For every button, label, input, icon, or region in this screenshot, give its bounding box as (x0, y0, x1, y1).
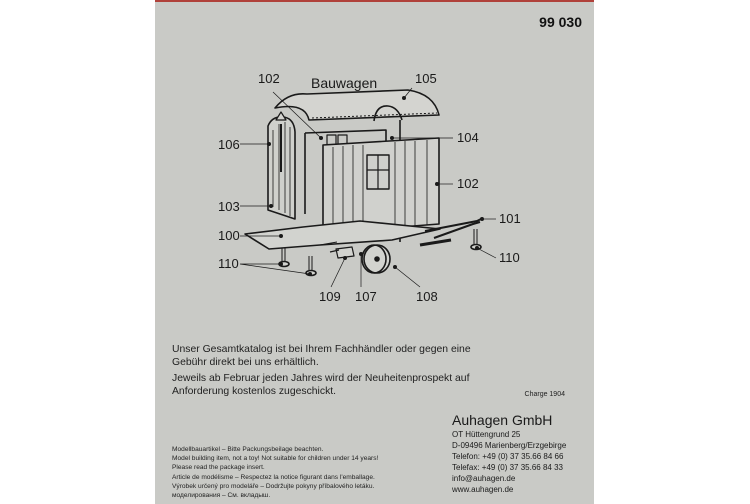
safety-note-de: Modellbauartikel – Bitte Packungsbeilage beachten. (172, 446, 324, 453)
callout-109-bracket: 109 (319, 289, 341, 304)
callout-108-wheel: 108 (416, 289, 438, 304)
callout-107-axle: 107 (355, 289, 377, 304)
article-number: 99 030 (539, 14, 582, 30)
catalog-info-paragraph (172, 343, 471, 369)
roof-part-icon (275, 90, 439, 120)
wheel-part-icon (362, 245, 390, 273)
callout-105-roof: 105 (415, 71, 437, 86)
new-products-info-paragraph (172, 372, 469, 398)
company-city: D-09496 Marienberg/Erzgebirge (452, 441, 567, 450)
callout-110-support-legs-left: 110 (218, 256, 239, 271)
company-address-block (452, 412, 566, 495)
safety-note-cz: Výrobek určený pro modeláře – Dodržujte pokyny příbalového letáku. (172, 482, 375, 490)
new-products-info-line: Anforderung kostenlos zugeschickt. (172, 386, 337, 397)
company-website: www.auhagen.de (452, 485, 514, 494)
drawing-title: Bauwagen (311, 75, 378, 91)
new-products-info-line: Jeweils ab Februar jeden Jahres wird der Neuheitenprospekt auf (172, 373, 470, 384)
company-street: OT Hüttengrund 25 (452, 430, 521, 439)
company-fax: Telefax: +49 (0) 37 35.66 84 33 (452, 463, 563, 472)
callout-100-chassis: 100 (218, 228, 240, 243)
side-wall-part-icon (323, 138, 439, 233)
callout-103-door-wall: 103 (218, 199, 240, 214)
end-wall-part-icon (268, 112, 295, 219)
company-phone: Telefon: +49 (0) 37 35.66 84 66 (452, 452, 564, 461)
catalog-info-line: Gebühr direkt bei uns erhältlich. (172, 357, 319, 368)
callout-102-side-wall: 102 (457, 176, 479, 191)
safety-note-en-2: Please read the package insert. (172, 464, 265, 472)
company-email: info@auhagen.de (452, 474, 516, 483)
bauwagen-exploded-drawing (155, 2, 594, 322)
callout-102-inner-wall: 102 (258, 71, 280, 86)
catalog-info-line: Unser Gesamtkatalog ist bei Ihrem Fachhändler oder gegen eine (172, 344, 471, 355)
safety-note-en: Model building item, not a toy! Not suitable for children under 14 years! (172, 455, 379, 463)
safety-notes (172, 445, 378, 500)
callout-101-drawbar: 101 (499, 211, 521, 226)
safety-note-ru: моделирования – См. вкладыш. (172, 492, 271, 500)
charge-number: Charge 1904 (524, 391, 565, 398)
callout-110-support-leg-right: 110 (499, 250, 520, 265)
company-name: Auhagen GmbH (452, 412, 553, 428)
instruction-sheet-panel (155, 0, 594, 504)
safety-note-fr: Article de modélisme – Respectez la notice figurant dans l'emballage. (172, 473, 375, 481)
callout-106-end-wall: 106 (218, 137, 240, 152)
callout-104-back-wall: 104 (457, 130, 479, 145)
